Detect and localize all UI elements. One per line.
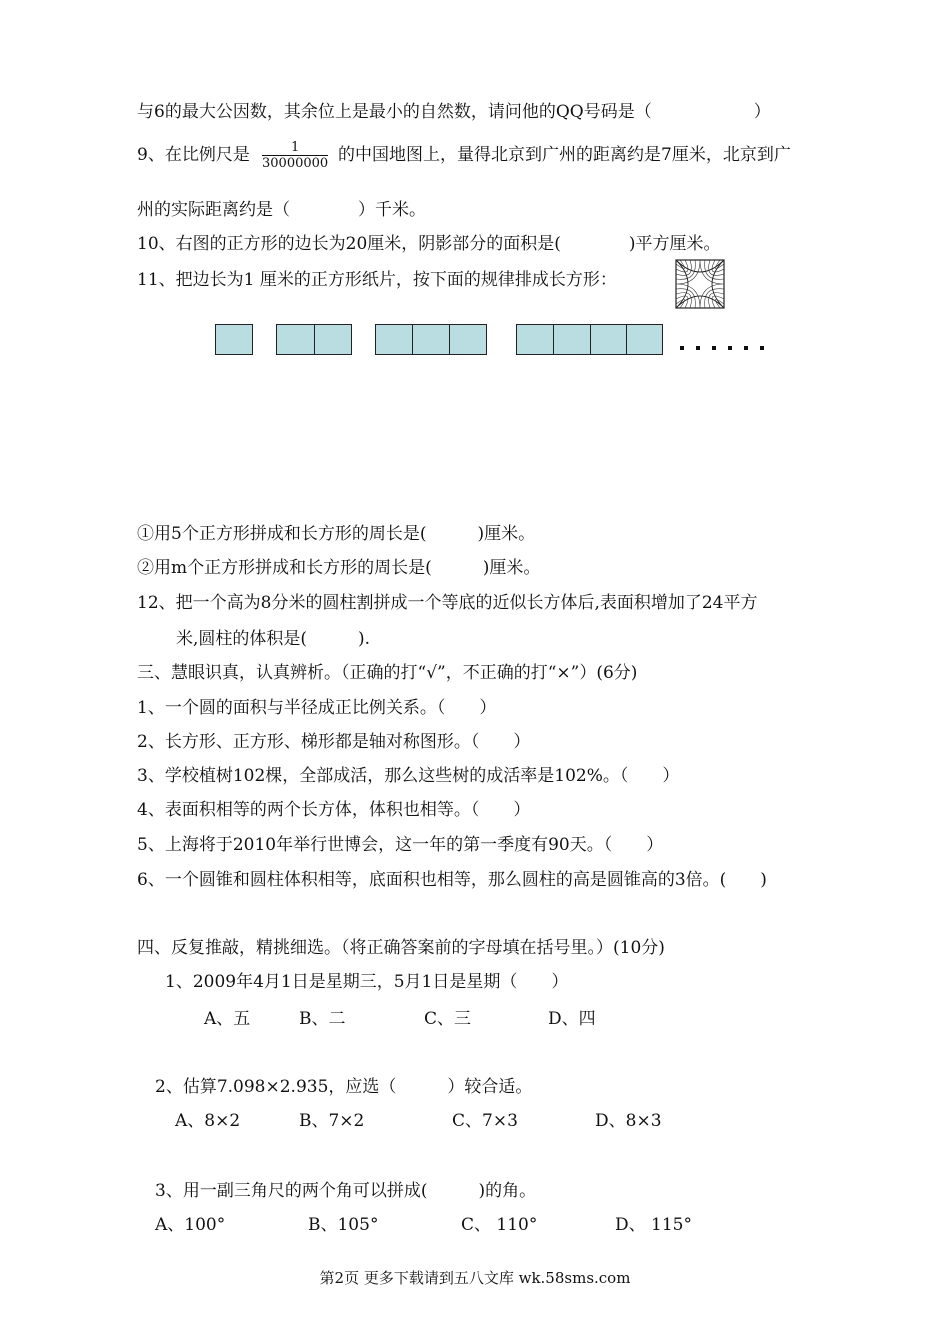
question-9-part2: 的中国地图上，量得北京到广州的距离约是7厘米，北京到广 <box>338 145 791 165</box>
question-8-tail: 与6的最大公因数，其余位上是最小的自然数，请问他的QQ号码是（ ） <box>137 102 771 122</box>
choice-3-option-a: A、100° <box>155 1215 226 1235</box>
choice-3-option-c: C、 110° <box>461 1215 538 1235</box>
question-9-part3: 州的实际距离约是（ ）千米。 <box>137 200 426 220</box>
question-11-sub1: ①用5个正方形拼成和长方形的周长是( )厘米。 <box>137 524 536 544</box>
choice-1-option-b: B、二 <box>299 1009 346 1029</box>
page-footer: 第2页 更多下载请到五八文库 wk.58sms.com <box>319 1269 631 1287</box>
choice-2-option-c: C、7×3 <box>452 1111 518 1131</box>
rectangle-3-squares <box>375 324 487 355</box>
choice-question-3: 3、用一副三角尺的两个角可以拼成( )的角。 <box>155 1181 537 1201</box>
choice-question-1: 1、2009年4月1日是星期三，5月1日是星期（ ） <box>165 972 569 992</box>
question-12-part2: 米,圆柱的体积是( ). <box>176 629 371 649</box>
section-3-heading: 三、慧眼识真，认真辨析。（正确的打“√”，不正确的打“×”）(6分) <box>137 663 638 683</box>
fraction-numerator: 1 <box>262 140 328 156</box>
question-10: 10、右图的正方形的边长为20厘米，阴影部分的面积是( )平方厘米。 <box>137 234 721 254</box>
question-9-part1: 9、在比例尺是 <box>137 145 250 165</box>
question-11-sub2: ②用m个正方形拼成和长方形的周长是( )厘米。 <box>137 558 541 578</box>
judge-item-4: 4、表面积相等的两个长方体，体积也相等。（ ） <box>137 800 531 820</box>
choice-1-option-a: A、五 <box>204 1009 251 1029</box>
judge-item-1: 1、一个圆的面积与半径成正比例关系。（ ） <box>137 698 497 718</box>
square-shaded-figure <box>675 259 725 309</box>
fraction-denominator: 30000000 <box>262 156 329 171</box>
rectangle-4-squares <box>516 324 663 355</box>
judge-item-2: 2、长方形、正方形、梯形都是轴对称图形。（ ） <box>137 732 531 752</box>
rectangle-1-square <box>215 324 253 355</box>
rectangle-2-squares <box>276 324 352 355</box>
choice-3-option-d: D、 115° <box>615 1215 692 1235</box>
section-4-heading: 四、反复推敲，精挑细选。（将正确答案前的字母填在括号里。）(10分) <box>137 938 665 958</box>
choice-question-2: 2、估算7.098×2.935，应选（ ）较合适。 <box>155 1077 533 1097</box>
choice-2-option-d: D、8×3 <box>595 1111 662 1131</box>
scale-fraction <box>262 140 328 172</box>
choice-2-option-a: A、8×2 <box>175 1111 241 1131</box>
judge-item-3: 3、学校植树102棵，全部成活，那么这些树的成活率是102%。（ ） <box>137 766 680 786</box>
question-12-part1: 12、把一个高为8分米的圆柱割拼成一个等底的近似长方体后,表面积增加了24平方 <box>137 593 758 613</box>
choice-1-option-d: D、四 <box>548 1009 596 1029</box>
question-11: 11、把边长为1 厘米的正方形纸片，按下面的规律排成长方形： <box>137 270 617 290</box>
judge-item-6: 6、一个圆锥和圆柱体积相等，底面积也相等，那么圆柱的高是圆锥高的3倍。( ) <box>137 870 767 890</box>
choice-1-option-c: C、三 <box>424 1009 472 1029</box>
choice-3-option-b: B、105° <box>308 1215 379 1235</box>
choice-2-option-b: B、7×2 <box>299 1111 365 1131</box>
judge-item-5: 5、上海将于2010年举行世博会，这一年的第一季度有90天。（ ） <box>137 835 664 855</box>
